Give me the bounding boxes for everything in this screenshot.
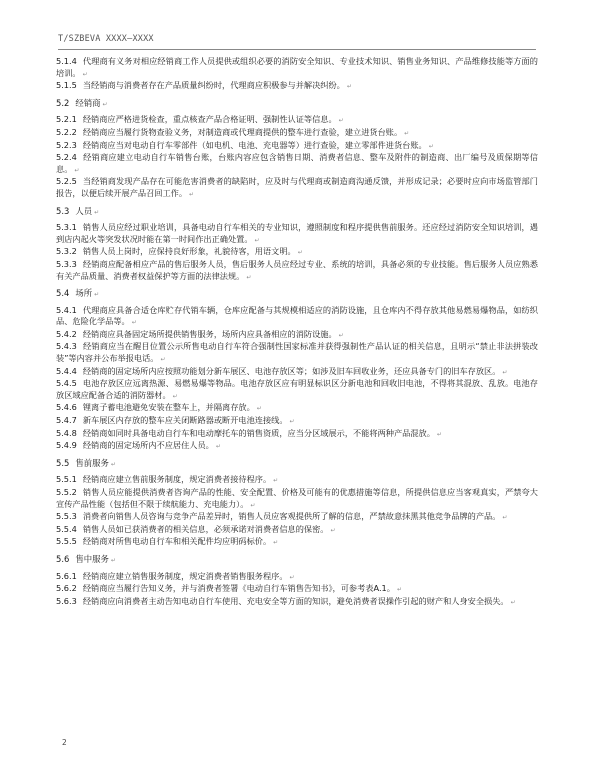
clause-text: 当经销商发现产品存在可能危害消费者的缺陷时，应及时与代理商或制造商沟通反馈，并形成记录；必要时应向市场监管部门报告，以便后续开展产品召回工作。 — [56, 176, 538, 198]
clause-number: 5.4.6 — [56, 402, 77, 413]
clause-text: 经销商应具备固定场所提供销售服务，场所内应具备相应的消防设施。 — [82, 328, 337, 339]
clause-text: 新车展区内存放的整车应关闭断路器或断开电池连接线。 — [82, 415, 288, 426]
clause-text: 销售人员上岗时，应保持良好形象，礼貌待客，用语文明。 — [82, 246, 296, 257]
clause-text: 经销商的固定场所内不应居住人员。 — [82, 440, 214, 451]
clause-text: 人员 — [75, 205, 93, 216]
clause-number: 5.5.4 — [56, 523, 77, 534]
clause-paragraph — [56, 487, 538, 511]
paragraph-mark-icon: ↵ — [215, 443, 221, 451]
paragraph-mark-icon: ↵ — [254, 236, 260, 244]
clause-number: 5.4.1 — [56, 304, 77, 315]
clause-paragraph — [56, 402, 538, 415]
section-heading — [56, 458, 538, 471]
clause-paragraph — [56, 222, 538, 246]
clause-number: 5.4.2 — [56, 328, 77, 339]
paragraph-mark-icon: ↵ — [102, 100, 108, 108]
paragraph-mark-icon: ↵ — [160, 356, 166, 364]
clause-text: 经销商对所售电动自行车和相关配件均应明码标价。 — [82, 536, 272, 547]
clause-text: 经销商应当对电动自行车零部件（如电机、电池、充电器等）进行查验，建立零部件进货台账。 — [82, 139, 427, 150]
clause-paragraph — [56, 56, 538, 80]
clause-paragraph — [56, 378, 538, 402]
clause-paragraph — [56, 140, 538, 153]
clause-number: 5.4.4 — [56, 365, 77, 376]
clause-number: 5.4.7 — [56, 415, 77, 426]
paragraph-mark-icon: ↵ — [338, 331, 344, 339]
document-body — [56, 56, 538, 608]
page-number: 2 — [62, 738, 67, 747]
paragraph-mark-icon: ↵ — [428, 142, 434, 150]
clause-number: 5.5.3 — [56, 511, 77, 522]
clause-number: 5.4.8 — [56, 427, 77, 438]
clause-text: 经销商应当履行货物查验义务，对制造商或代理商提供的整车进行查验，建立进货台账。 — [82, 126, 403, 137]
clause-text: 当经销商与消费者存在产品质量纠纷时，代理商应积极参与并解决纠纷。 — [82, 80, 345, 91]
clause-text: 售前服务 — [75, 457, 109, 468]
clause-text: 消费者向销售人员咨询与竞争产品差异时，销售人员应客观提供所了解的信息，严禁故意抹黑其他竞争品牌的产品。 — [82, 511, 501, 522]
clause-text: 经销商应严格进货检查，重点核查产品合格证明、强制性认证等信息。 — [82, 114, 337, 125]
clause-paragraph — [56, 428, 538, 441]
clause-paragraph — [56, 114, 538, 127]
clause-text: 代理商应具备合适仓库贮存代销车辆，仓库应配备与其规模相适应的消防设施，且仓库内不得存放其他易燃易爆物品，如纺织品、危险化学品等。 — [56, 304, 538, 327]
section-heading — [56, 288, 538, 301]
paragraph-mark-icon: ↵ — [396, 586, 402, 594]
clause-paragraph — [56, 259, 538, 283]
paragraph-mark-icon: ↵ — [404, 129, 410, 137]
section-heading — [56, 206, 538, 219]
clause-paragraph — [56, 524, 538, 537]
clause-number: 5.2.4 — [56, 152, 77, 163]
paragraph-mark-icon: ↵ — [289, 573, 295, 581]
clause-text: 销售人员如已获消费者的相关信息，必须承诺对消费者信息的保密。 — [82, 523, 329, 534]
section-heading — [56, 98, 538, 111]
clause-paragraph — [56, 536, 538, 549]
clause-number: 5.2.5 — [56, 176, 77, 187]
paragraph-mark-icon: ↵ — [510, 598, 516, 606]
paragraph-mark-icon: ↵ — [273, 539, 279, 547]
clause-paragraph — [56, 440, 538, 453]
clause-number: 5.5.2 — [56, 487, 77, 497]
paragraph-mark-icon: ↵ — [94, 208, 100, 216]
clause-number: 5.3 — [56, 205, 70, 216]
clause-paragraph — [56, 571, 538, 584]
paragraph-mark-icon: ↵ — [256, 405, 262, 413]
clause-paragraph — [56, 415, 538, 428]
paragraph-mark-icon: ↵ — [74, 166, 80, 174]
clause-number: 5.2.2 — [56, 126, 77, 137]
clause-paragraph — [56, 127, 538, 140]
clause-number: 5.6.3 — [56, 595, 77, 606]
clause-paragraph — [56, 511, 538, 524]
clause-paragraph — [56, 583, 538, 596]
header-divider — [58, 49, 536, 50]
paragraph-mark-icon: ↵ — [273, 477, 279, 485]
clause-paragraph — [56, 596, 538, 609]
paragraph-mark-icon: ↵ — [297, 249, 303, 257]
clause-paragraph — [56, 176, 538, 200]
clause-number: 5.4 — [56, 288, 70, 299]
clause-number: 5.6.1 — [56, 570, 77, 581]
clause-text: 电池存放区应远离热源、易燃易爆等物品。电池存放区应有明显标识区分新电池和回收旧电池，不得将其混放、乱放。电池存放区域应配备合适的消防器材。 — [56, 378, 538, 400]
paragraph-mark-icon: ↵ — [289, 418, 295, 426]
clause-text: 经销商应当在醒目位置公示所售电动自行车符合强制性国家标准并获得强制性产品认证的相关信息，且明示“禁止非法拼装改装”等内容并公布举报电话。 — [56, 341, 538, 364]
paragraph-mark-icon: ↵ — [246, 273, 252, 281]
paragraph-mark-icon: ↵ — [346, 83, 352, 91]
clause-number: 5.5 — [56, 457, 70, 468]
clause-paragraph — [56, 305, 538, 329]
clause-text: 代理商有义务对相应经销商工作人员提供或组织必要的消防安全知识、专业技术知识、销售业务知识、产品维修技能等方面的培训。 — [56, 56, 538, 78]
paragraph-mark-icon: ↵ — [189, 190, 195, 198]
paragraph-mark-icon: ↵ — [338, 117, 344, 125]
paragraph-mark-icon: ↵ — [82, 70, 88, 78]
clause-number: 5.2 — [56, 97, 70, 108]
clause-paragraph — [56, 80, 538, 93]
clause-text: 销售人员应经过职业培训，具备电动自行车相关的专业知识，遵照制度和程序提供售前服务。还应经过消防安全知识培训，遇到店内起火等突发状况时能在第一时间作出正确处置。 — [56, 222, 538, 244]
clause-text: 经销商应配备相应产品的售后服务人员，售后服务人员应经过专业、系统的培训，具备必须的专业技能。售后服务人员应熟悉有关产品质量、消费者权益保护等方面的法律法规。 — [56, 258, 538, 281]
clause-number: 5.5.1 — [56, 474, 77, 485]
clause-text: 经销商应建立销售服务制度，规定消费者销售服务程序。 — [82, 570, 288, 581]
clause-text: 经销商应建立电动自行车销售台账，台账内容应包含销售日期、消费者信息、整车及附件的制造商、出厂编号及质保期等信息。 — [56, 152, 538, 174]
clause-text: 经销商如同时具备电动自行车和电动摩托车的销售资质，应当分区域展示，不能将两种产品混放。 — [82, 427, 435, 438]
paragraph-mark-icon: ↵ — [110, 460, 116, 468]
clause-text: 经销商 — [75, 97, 101, 108]
clause-number: 5.4.3 — [56, 341, 77, 352]
clause-number: 5.3.2 — [56, 246, 77, 257]
clause-number: 5.5.5 — [56, 536, 77, 547]
section-heading — [56, 554, 538, 567]
clause-text: 经销商应当履行告知义务，并与消费者签署《电动自行车销售告知书》，可参考表A.1。 — [82, 583, 395, 594]
clause-number: 5.2.3 — [56, 139, 77, 150]
clause-text: 经销商应向消费者主动告知电动自行车使用、充电安全等方面的知识，避免消费者误操作引起的财产和人身安全损失。 — [82, 595, 509, 606]
clause-text: 锂离子蓄电池避免安装在整车上，并隔离存放。 — [82, 402, 255, 413]
paragraph-mark-icon: ↵ — [330, 526, 336, 534]
clause-paragraph — [56, 329, 538, 342]
clause-number: 5.4.5 — [56, 378, 77, 389]
clause-text: 经销商的固定场所内应按照功能划分新车展区、电池存放区等；如涉及旧车回收业务，还应具备专门的旧车存放区。 — [82, 365, 501, 376]
clause-number: 5.6.2 — [56, 583, 77, 594]
clause-paragraph — [56, 246, 538, 259]
clause-text: 经销商应建立售前服务制度，规定消费者接待程序。 — [82, 474, 272, 485]
clause-number: 5.2.1 — [56, 114, 77, 125]
clause-number: 5.4.9 — [56, 440, 77, 451]
document-code-header: T/SZBEVA XXXX—XXXX — [58, 34, 154, 44]
clause-number: 5.1.4 — [56, 56, 77, 66]
clause-number: 5.3.1 — [56, 222, 77, 233]
paragraph-mark-icon: ↵ — [250, 501, 256, 509]
clause-number: 5.3.3 — [56, 258, 77, 269]
paragraph-mark-icon: ↵ — [502, 368, 508, 376]
clause-paragraph — [56, 152, 538, 176]
clause-paragraph — [56, 474, 538, 487]
clause-text: 销售人员应能提供消费者咨询产品的性能、安全配置、价格及可能有的优惠措施等信息，所提供信息应当客观真实，严禁夸大宣传产品性能（包括但不限于续航能力、充电能力）。 — [56, 487, 538, 509]
paragraph-mark-icon: ↵ — [131, 319, 137, 327]
paragraph-mark-icon: ↵ — [94, 291, 100, 299]
clause-text: 售中服务 — [75, 553, 109, 564]
clause-text: 场所 — [75, 288, 93, 299]
paragraph-mark-icon: ↵ — [172, 392, 178, 400]
clause-paragraph — [56, 341, 538, 365]
paragraph-mark-icon: ↵ — [110, 556, 116, 564]
paragraph-mark-icon: ↵ — [502, 514, 508, 522]
clause-paragraph — [56, 366, 538, 379]
paragraph-mark-icon: ↵ — [436, 430, 442, 438]
clause-number: 5.1.5 — [56, 80, 77, 91]
clause-number: 5.6 — [56, 553, 70, 564]
